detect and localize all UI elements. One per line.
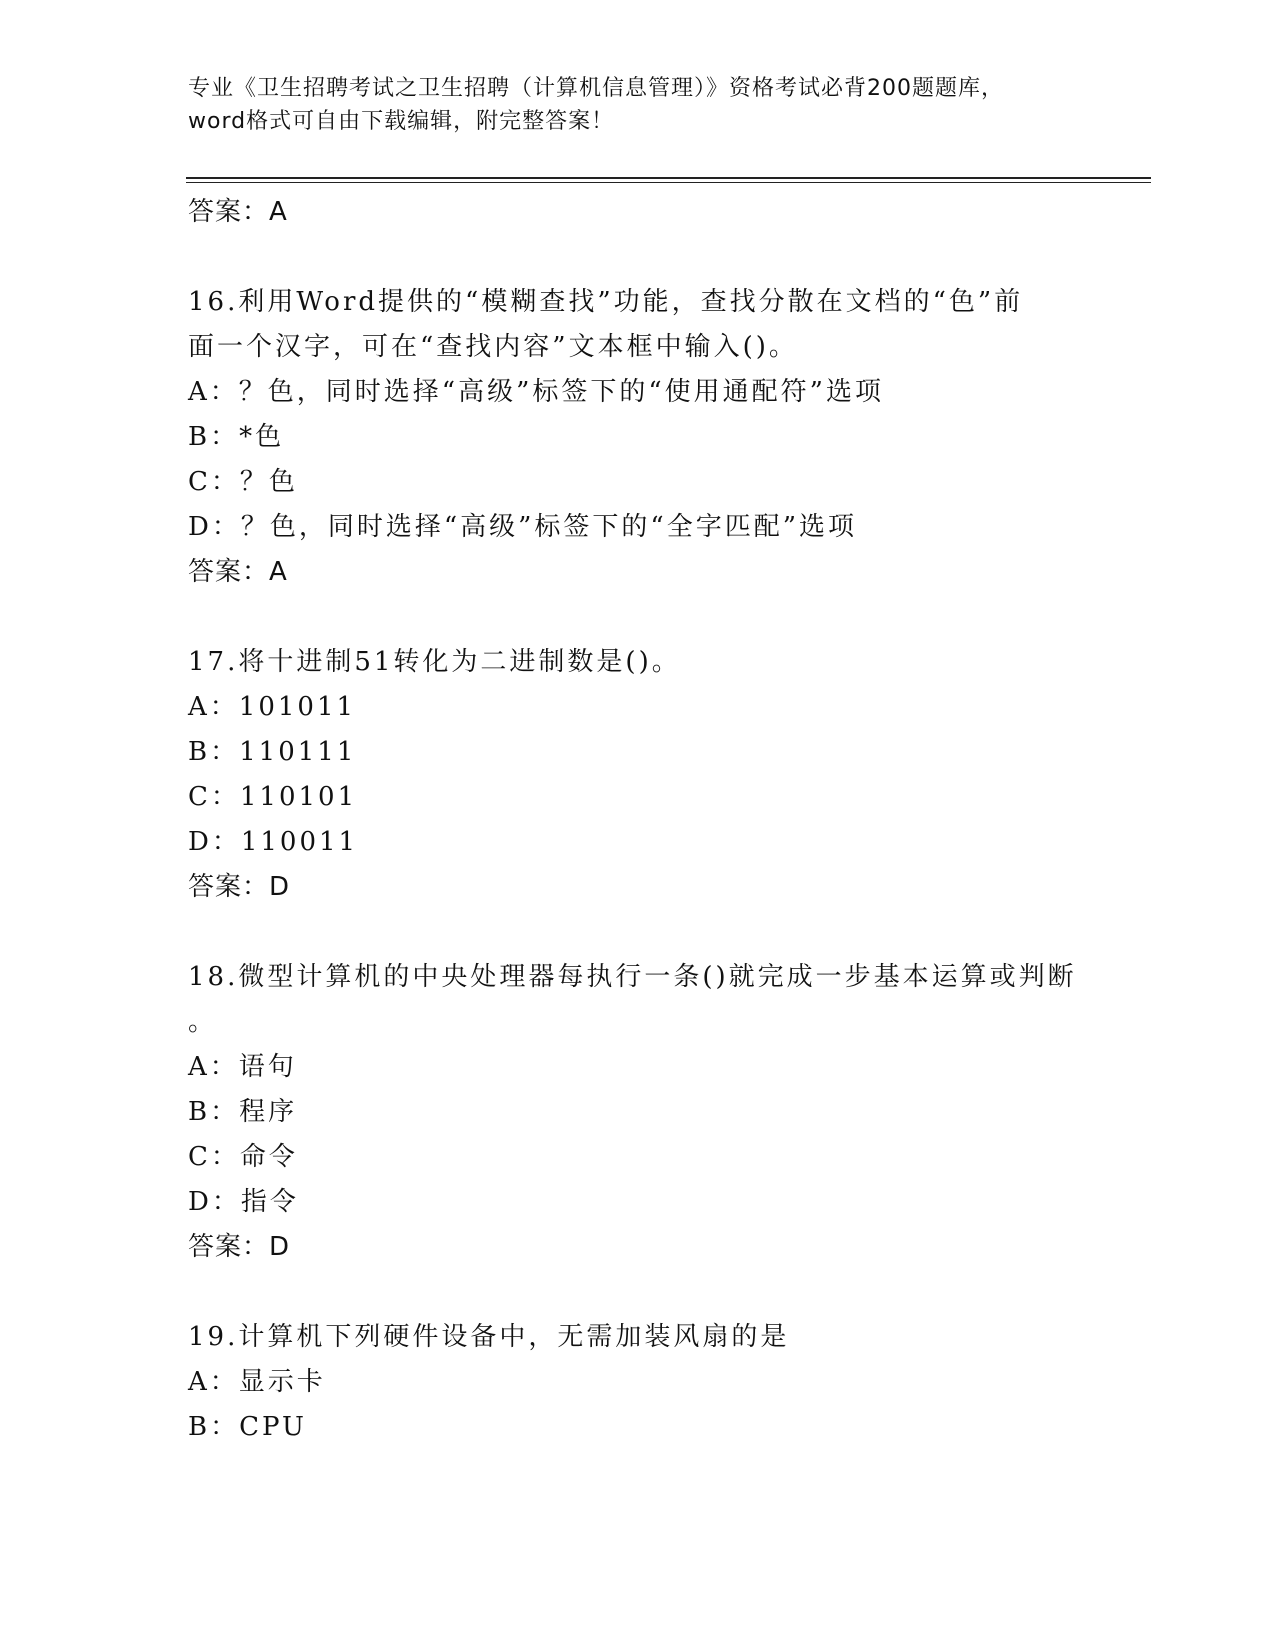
option-a: A：？色，同时选择“高级”标签下的“使用通配符”选项: [188, 377, 884, 407]
option-d: D：110011: [188, 827, 359, 857]
option-d: D：？色，同时选择“高级”标签下的“全字匹配”选项: [188, 512, 858, 542]
question-stem: 16.利用Word提供的“模糊查找”功能，查找分散在文档的“色”前: [188, 287, 1024, 317]
question-stem: 19.计算机下列硬件设备中，无需加装风扇的是: [188, 1322, 790, 1352]
option-a: A：101011: [188, 692, 357, 722]
header-line-2: word格式可自由下载编辑，附完整答案！: [188, 109, 615, 134]
answer-line: 答案：A: [188, 197, 288, 227]
option-b: B：程序: [188, 1097, 298, 1127]
question-stem: 17.将十进制51转化为二进制数是()。: [188, 647, 681, 677]
question-stem: 18.微型计算机的中央处理器每执行一条()就完成一步基本运算或判断: [188, 962, 1077, 992]
question-stem-continued: 。: [188, 1007, 218, 1037]
option-b: B：CPU: [188, 1412, 307, 1442]
option-b: B：*色: [188, 422, 285, 452]
question-16: [188, 280, 1088, 594]
option-d: D：指令: [188, 1187, 299, 1217]
option-c: C：110101: [188, 782, 358, 812]
answer-line: 答案：A: [188, 557, 288, 587]
question-18: [188, 955, 1088, 1269]
document-body: [188, 190, 1088, 1450]
answer-line: 答案：D: [188, 872, 291, 902]
header-line-1: 专业《卫生招聘考试之卫生招聘（计算机信息管理）》资格考试必背200题题库，: [188, 76, 1004, 101]
document-header: [188, 72, 1088, 138]
option-a: A：显示卡: [188, 1367, 326, 1397]
option-c: C：？色: [188, 467, 298, 497]
header-divider: [186, 177, 1151, 179]
option-a: A：语句: [188, 1052, 297, 1082]
header-divider-thin: [186, 182, 1151, 183]
option-c: C：命令: [188, 1142, 298, 1172]
question-19: [188, 1315, 1088, 1450]
option-b: B：110111: [188, 737, 357, 767]
question-stem-continued: 面一个汉字，可在“查找内容”文本框中输入()。: [188, 332, 798, 362]
answer-line: 答案：D: [188, 1232, 291, 1262]
question-17: [188, 640, 1088, 909]
